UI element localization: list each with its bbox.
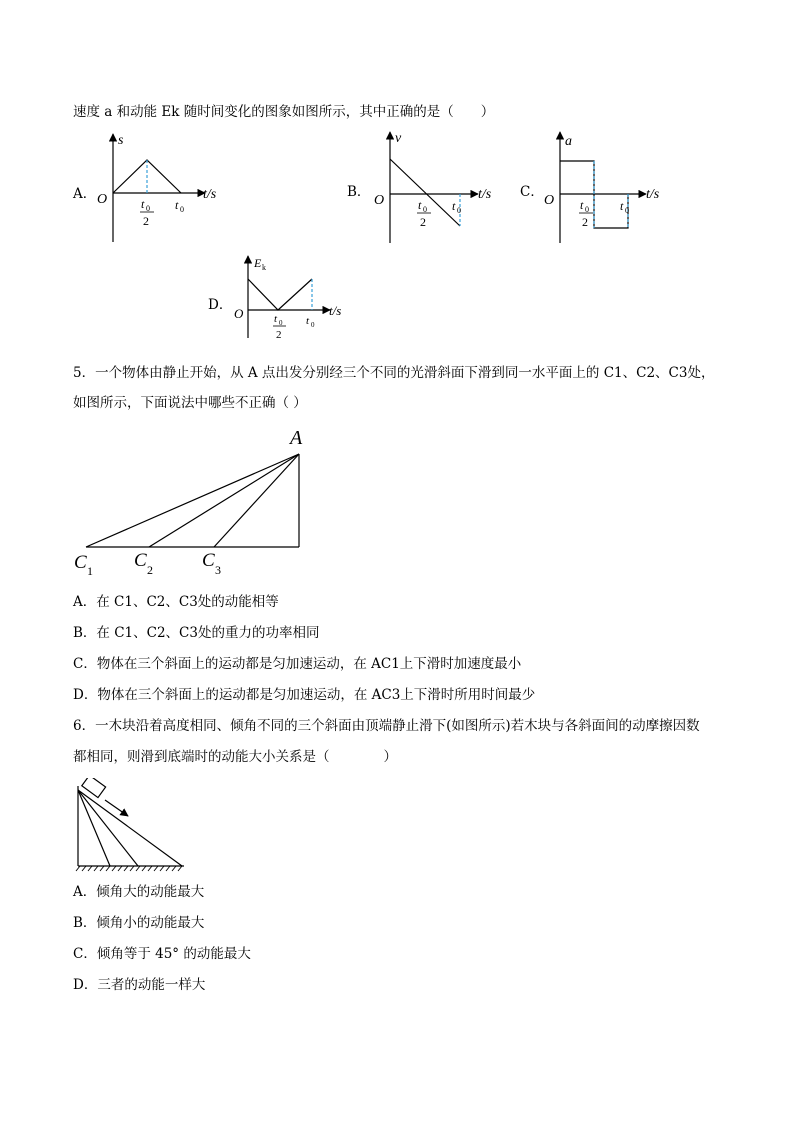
point-c2-sub: 2 — [147, 563, 153, 577]
q6-option-c: C．倾角等于 45° 的动能最大 — [73, 946, 251, 962]
x-label: t/s — [203, 187, 217, 202]
half-sub: 0 — [585, 205, 589, 214]
half-num: t — [141, 197, 145, 211]
point-c1-label: C — [74, 552, 87, 573]
q5-option-b: B．在 C1、C2、C3处的重力的功率相同 — [73, 625, 320, 641]
origin-label: O — [544, 193, 555, 208]
half-den: 2 — [143, 214, 149, 228]
t0-sub: 0 — [311, 321, 315, 329]
q6-option-b: B．倾角小的动能最大 — [73, 915, 205, 931]
q5-stem-line2: 如图所示，下面说法中哪些不正确（ ） — [73, 395, 307, 411]
point-c1-sub: 1 — [87, 564, 93, 578]
origin-label: O — [234, 306, 244, 321]
point-c2-label: C — [134, 550, 147, 571]
t0-label: t — [620, 199, 624, 213]
q5-option-a: A．在 C1、C2、C3处的动能相等 — [73, 594, 279, 610]
half-sub: 0 — [279, 319, 283, 327]
half-num: t — [580, 198, 584, 212]
apex-label: A — [290, 427, 303, 449]
t0-sub: 0 — [180, 205, 184, 214]
q5-stem-line1: 5．一个物体由静止开始，从 A 点出发分别经三个不同的光滑斜面下滑到同一水平面上的 C1、C2、C3处， — [73, 365, 715, 381]
q5-option-d: D．物体在三个斜面上的运动都是匀加速运动，在 AC3上下滑时所用时间最少 — [73, 687, 536, 703]
q4-graph-c — [540, 128, 670, 246]
q4-option-b-label: B． — [347, 184, 371, 200]
q6-stem-line1: 6．一木块沿着高度相同、倾角不同的三个斜面由顶端静止滑下(如图所示)若木块与各斜面间的动摩擦因数 — [73, 718, 700, 734]
x-label: t/s — [646, 187, 660, 202]
origin-label: O — [97, 192, 108, 207]
point-c3-sub: 3 — [215, 563, 221, 577]
curve — [248, 279, 312, 310]
y-label: E — [254, 256, 262, 270]
half-sub: 0 — [423, 205, 427, 214]
half-sub: 0 — [146, 204, 150, 213]
origin-label: O — [374, 193, 385, 208]
q4-graph-b — [370, 128, 505, 246]
half-den: 2 — [582, 215, 588, 229]
incline-ac2 — [149, 454, 299, 547]
q5-incline-figure — [72, 424, 322, 579]
q5-option-c: C．物体在三个斜面上的运动都是匀加速运动，在 AC1上下滑时加速度最小 — [73, 656, 522, 672]
x-label: t/s — [478, 187, 492, 202]
t0-label: t — [306, 315, 310, 327]
curve-positive — [560, 161, 594, 194]
t0-sub: 0 — [625, 206, 629, 215]
q4-option-c-label: C． — [520, 184, 544, 200]
t0-label: t — [452, 199, 456, 213]
q6-option-a: A．倾角大的动能最大 — [73, 884, 205, 900]
t0-sub: 0 — [457, 206, 461, 215]
q6-incline-figure — [72, 778, 197, 873]
ground-hatch — [76, 866, 182, 871]
half-den: 2 — [420, 215, 426, 229]
q4-intro: 速度 a 和动能 Ek 随时间变化的图象如图所示，其中正确的是（ ） — [73, 104, 495, 120]
incline-ac1 — [86, 454, 299, 547]
q4-option-d-label: D． — [208, 297, 233, 313]
q4-graph-d — [230, 252, 355, 342]
y-label: v — [395, 131, 402, 146]
motion-arrow — [105, 800, 128, 816]
q4-option-a-label: A． — [73, 186, 97, 202]
q6-option-d: D．三者的动能一样大 — [73, 977, 206, 993]
q4-graph-a — [95, 130, 230, 248]
wood-block — [82, 778, 106, 798]
x-label: t/s — [329, 303, 342, 318]
half-den: 2 — [276, 329, 282, 341]
y-label-sub: k — [262, 263, 266, 272]
half-num: t — [418, 198, 422, 212]
incline-ac3 — [214, 454, 299, 547]
y-label: a — [565, 134, 572, 149]
t0-label: t — [175, 198, 179, 212]
half-num: t — [274, 313, 278, 325]
point-c3-label: C — [202, 550, 215, 571]
y-label: s — [118, 133, 124, 148]
q6-stem-line2: 都相同，则滑到底端时的动能大小关系是（ ） — [73, 749, 397, 765]
